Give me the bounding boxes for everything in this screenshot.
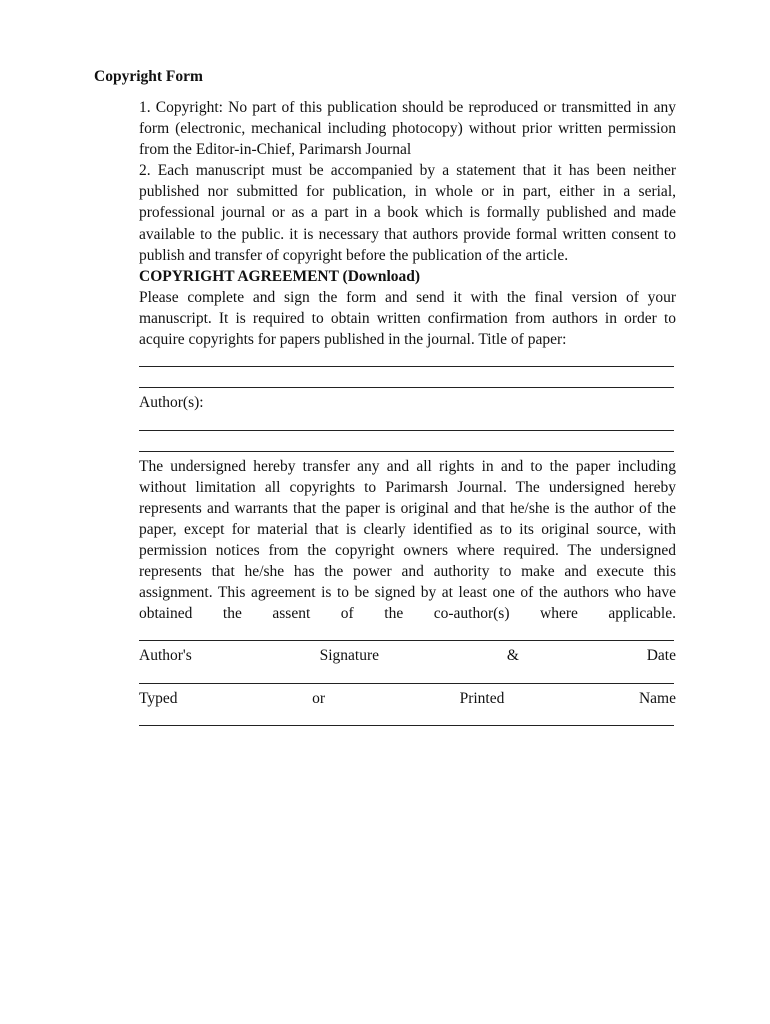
agreement-heading: COPYRIGHT AGREEMENT (Download) xyxy=(139,267,421,285)
name-caption-word: or xyxy=(312,689,326,707)
signature-caption-row xyxy=(139,645,676,666)
form-body xyxy=(139,97,676,730)
title-blank-line-1[interactable] xyxy=(139,350,676,371)
signature-caption-word: & xyxy=(506,647,519,665)
signature-caption-word: Date xyxy=(646,647,676,665)
instructions-paragraph: Please complete and sign the form and send it with the final version of your manuscript. It is required to obtain written confirmation from authors in order to acquire copyrights for papers published in the journal. Title of paper: xyxy=(139,288,676,349)
transfer-paragraph: The undersigned hereby transfer any and all rights in and to the paper including without limitation all copyrights to Parimarsh Journal. The undersigned hereby represents and warrants that the paper is original and that he/she is the author of the paper, except for material that is clearly identified as to its original source, with permission notices from the copyright owners where required. The undersigned represents that he/she has the power and authority to make and execute this assignment. This agreement is to be signed by at least one of the authors who have obtained the assent of the co-author(s) where applicable. xyxy=(139,457,676,623)
manuscript-clause: 2. Each manuscript must be accompanied by a statement that it has been neither published nor submitted for publication, in whole or in part, either in a serial, professional journal or as a part in a book which is formally published and made available to the public. it is necessary that authors provide formal written consent to publish and transfer of copyright before the publication of the article. xyxy=(139,162,676,264)
signature-blank-line[interactable] xyxy=(139,624,676,645)
name-caption-word: Printed xyxy=(459,689,505,707)
form-title: Copyright Form xyxy=(94,68,203,85)
name-caption-word: Typed xyxy=(139,689,178,707)
name-caption-word: Name xyxy=(638,689,676,707)
final-blank-line[interactable] xyxy=(139,709,676,730)
title-blank-line-2[interactable] xyxy=(139,371,676,392)
name-caption-row xyxy=(139,688,676,709)
authors-blank-line-2[interactable] xyxy=(139,435,676,456)
authors-label: Author(s): xyxy=(139,394,204,412)
name-blank-line[interactable] xyxy=(139,667,676,688)
authors-blank-line-1[interactable] xyxy=(139,413,676,434)
signature-caption-word: Signature xyxy=(319,647,379,665)
copyright-clause: 1. Copyright: No part of this publication should be reproduced or transmitted in any form (electronic, mechanical including photocopy) without prior written permission from the Editor-in-Chief, Parimarsh Journal xyxy=(139,99,676,159)
signature-caption-word: Author's xyxy=(139,647,192,665)
